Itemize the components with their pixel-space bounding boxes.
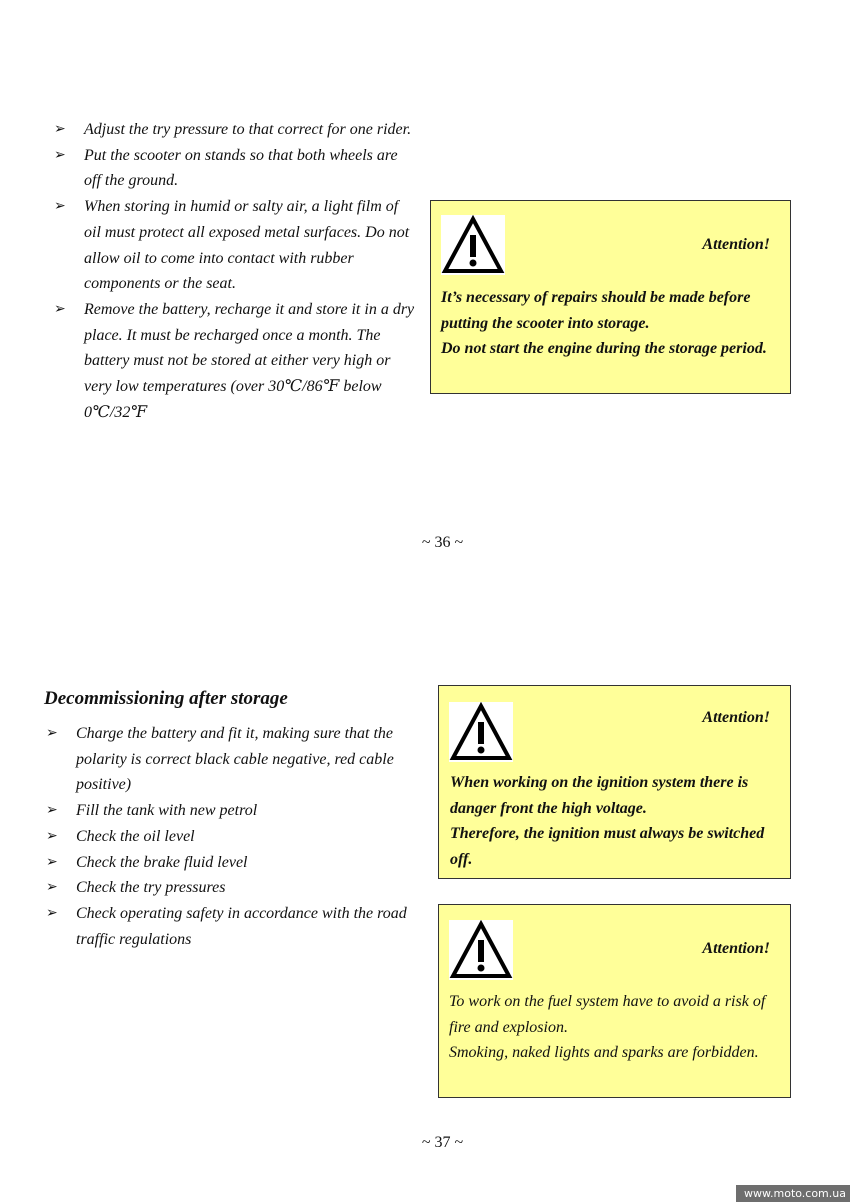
warning-triangle-icon [449,702,513,762]
arrowhead-bullet-icon: ➢ [46,879,58,896]
attention-box-storage [430,200,791,394]
arrowhead-bullet-icon: ➢ [54,198,66,215]
list-item: ➢ Charge the battery and fit it, making sure that the polarity is correct black cable negative, red cable positive) [46,721,416,798]
warning-triangle-icon [449,920,513,980]
arrowhead-bullet-icon: ➢ [54,121,66,137]
list-item: ➢ Adjust the try pressure to that correct for one rider. [54,117,416,143]
watermark: www.moto.com.ua [736,1185,850,1202]
arrowhead-bullet-icon: ➢ [46,802,58,819]
attention-box-ignition [438,685,791,879]
attention-text: It’s necessary of repairs should be made before putting the scooter into storage. Do not start the engine during the storage period. [441,289,767,358]
list-item: ➢ Check operating safety in accordance with the road traffic regulations [46,901,416,952]
list-item: ➢ Check the try pressures [46,875,416,901]
arrowhead-bullet-icon: ➢ [46,725,58,741]
page-number: ~ 36 ~ [421,534,464,551]
list-item: ➢ Put the scooter on stands so that both wheels are off the ground. [54,143,416,194]
page-number: ~ 37 ~ [421,1134,464,1151]
arrowhead-bullet-icon: ➢ [54,300,66,317]
attention-title: Attention! [702,940,770,957]
list-item: ➢ Check the oil level [46,824,416,850]
arrowhead-bullet-icon: ➢ [46,827,58,844]
attention-title: Attention! [702,709,770,726]
attention-title: Attention! [702,236,770,253]
list-item: ➢ Fill the tank with new petrol [46,798,416,824]
attention-text: To work on the fuel system have to avoid a risk of fire and explosion. Smoking, naked lights and sparks are forbidden. [449,993,766,1062]
arrowhead-bullet-icon: ➢ [46,904,58,921]
attention-text: When working on the ignition system there is danger front the high voltage. Therefore, the ignition must always be switched off. [450,774,765,869]
section-heading: Decommissioning after storage [44,688,288,709]
list-item: ➢ When storing in humid or salty air, a light film of oil must protect all exposed metal surfaces. Do not allow oil to come into contact with rubber components or the seat. [54,194,416,297]
decommission-bullet-list [46,721,416,952]
attention-box-fuel [438,904,791,1098]
arrowhead-bullet-icon: ➢ [46,853,58,870]
arrowhead-bullet-icon: ➢ [54,146,66,163]
list-item: ➢ Remove the battery, recharge it and store it in a dry place. It must be recharged once a month. The battery must not be stored at either very high or very low temperatures (over 30℃/86℉ below 0℃/32℉ [54,297,416,426]
storage-bullet-list [54,117,416,425]
list-item: ➢ Check the brake fluid level [46,850,416,876]
warning-triangle-icon [441,215,505,275]
